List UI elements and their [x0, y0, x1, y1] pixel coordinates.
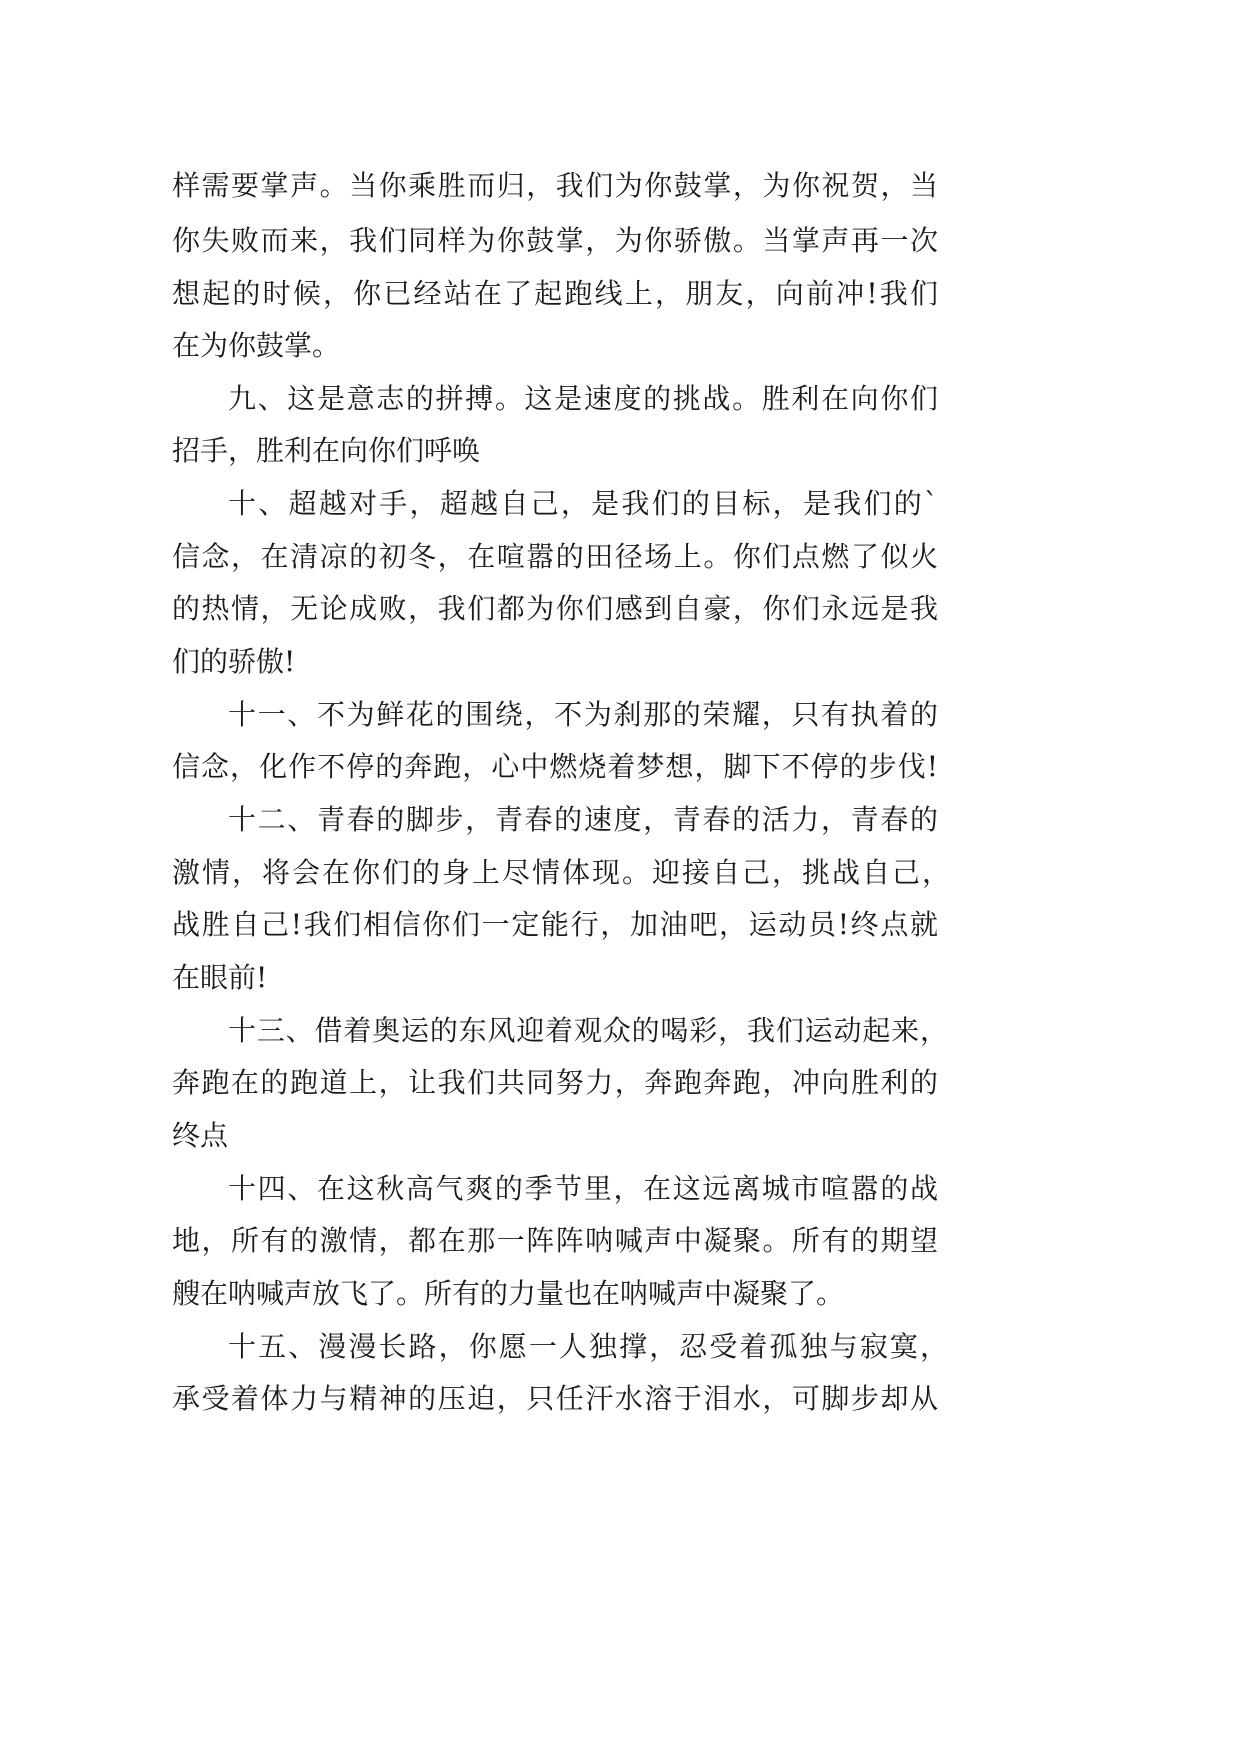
text-line: 十二、青春的脚步，青春的速度，青春的活力，青春的 — [228, 803, 938, 836]
text-line: 想起的时候，你已经站在了起跑线上，朋友，向前冲!我们 — [172, 277, 938, 310]
text-line: 激情，将会在你们的身上尽情体现。迎接自己，挑战自己， — [172, 856, 950, 889]
text-line: 十一、不为鲜花的围绕，不为刹那的荣耀，只有执着的 — [228, 698, 938, 731]
text-line: 十五、漫漫长路，你愿一人独撑，忍受着孤独与寂寞， — [228, 1330, 948, 1363]
text-line: 的热情，无论成败，我们都为你们感到自豪，你们永远是我 — [172, 592, 938, 625]
text-line: 承受着体力与精神的压迫，只任汗水溶于泪水，可脚步却从 — [172, 1382, 938, 1415]
text-line: 招手，胜利在向你们呼唤 — [172, 434, 481, 467]
text-line: 们的骄傲! — [172, 645, 296, 678]
text-line: 地，所有的激情，都在那一阵阵呐喊声中凝聚。所有的期望 — [172, 1224, 938, 1257]
text-line: 信念，化作不停的奔跑，心中燃烧着梦想，脚下不停的步伐! — [172, 750, 938, 783]
text-line: 十四、在这秋高气爽的季节里，在这远离城市喧嚣的战 — [228, 1172, 938, 1205]
text-line: 信念，在清凉的初冬，在喧嚣的田径场上。你们点燃了似火 — [172, 540, 938, 573]
text-line: 奔跑在的跑道上，让我们共同努力，奔跑奔跑，冲向胜利的 — [172, 1066, 938, 1099]
text-line: 十、超越对手，超越自己，是我们的目标，是我们的` — [228, 487, 938, 520]
text-line: 十三、借着奥运的东风迎着观众的喝彩，我们运动起来， — [228, 1014, 948, 1047]
text-line: 样需要掌声。当你乘胜而归，我们为你鼓掌，为你祝贺，当 — [172, 169, 938, 202]
text-line: 在为你鼓掌。 — [172, 329, 341, 362]
text-line: 在眼前! — [172, 961, 268, 994]
text-line: 九、这是意志的拼搏。这是速度的挑战。胜利在向你们 — [228, 382, 938, 415]
text-line: 艘在呐喊声放飞了。所有的力量也在呐喊声中凝聚了。 — [172, 1277, 845, 1310]
text-line: 终点 — [172, 1119, 229, 1152]
text-line: 战胜自己!我们相信你们一定能行，加油吧，运动员!终点就 — [172, 908, 938, 941]
text-line: 你失败而来，我们同样为你鼓掌，为你骄傲。当掌声再一次 — [172, 224, 938, 257]
